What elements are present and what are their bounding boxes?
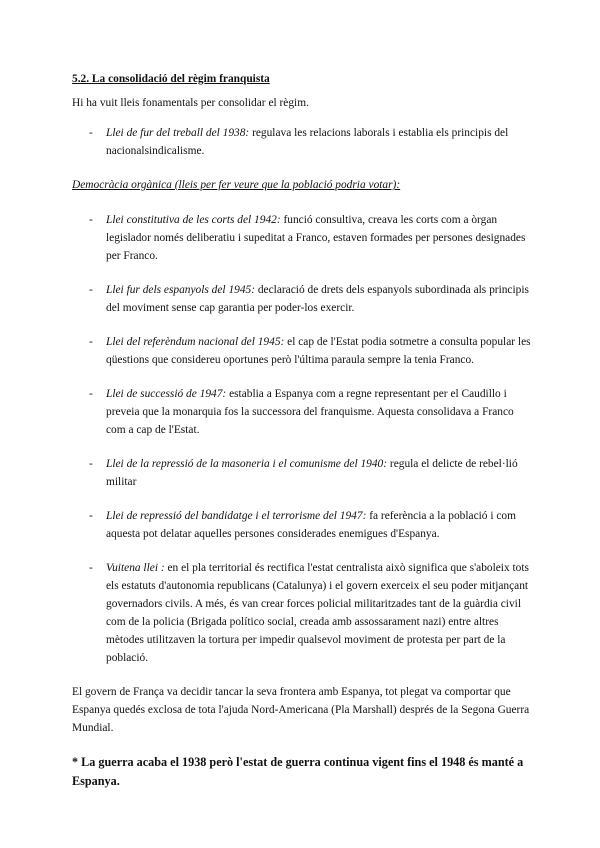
- law-description: establia a Espanya com a regne representant per el Caudillo i preveia que la monarquia fos la successora del franquisme. Aquesta consolidava a Franco com a cap de l'Estat.: [106, 388, 514, 436]
- bullet-dash: -: [89, 458, 93, 470]
- list-item: [72, 455, 532, 491]
- list-item: [72, 559, 532, 667]
- document-body: [72, 70, 532, 791]
- bullet-dash: -: [89, 336, 93, 348]
- law-description: fa referència a la població i com aquesta pot delatar aquelles persones considerades enemigues d'Espanya.: [106, 510, 516, 540]
- law-description: regulava les relacions laborals i establia els principis del nacionalsindicalisme.: [106, 127, 509, 157]
- section-title: 5.2. La consolidació del règim franquista: [72, 73, 270, 85]
- law-name: Llei de fur del treball del 1938:: [106, 127, 250, 139]
- law-description: el cap de l'Estat podia sotmetre a consulta popular les qüestions que considereu oportunes però l'última paraula sempre la tenia Franco.: [106, 336, 531, 366]
- list-item: [72, 507, 532, 543]
- law-description: funció consultiva, creava les corts com a òrgan legislador només deliberatiu i supeditat a Franco, estaven formades per persones designades per Franco.: [106, 214, 526, 262]
- law-name: Llei del referèndum nacional del 1945:: [106, 336, 285, 348]
- subheading-democracia-organica: Democràcia orgànica (lleis per fer veure que la població podria votar):: [72, 179, 401, 191]
- bullet-dash: -: [89, 388, 93, 400]
- law-name: Llei de repressió del bandidatge i el terrorisme del 1947:: [106, 510, 367, 522]
- law-name: Llei fur dels espanyols del 1945:: [106, 284, 256, 296]
- law-description: declaració de drets dels espanyols subordinada als principis del moviment sense cap garantia per poder-los exercir.: [106, 284, 529, 314]
- bullet-dash: -: [89, 284, 93, 296]
- bullet-dash: -: [89, 510, 93, 522]
- law-name: Llei de la repressió de la masoneria i el comunisme del 1940:: [106, 458, 388, 470]
- list-item: [72, 211, 532, 265]
- law-description: en el pla territorial és rectifica l'estat centralista això significa que s'aboleix tots els estatuts d'autonomia republicans (Catalunya) i el govern exerceix el seu poder mitjançant governadors civils. A més, és van crear forces policial militaritzades tant de la guàrdia civil com de la policia (Brigada político social, creada amb assossarament nazi) entre altres mètodes utilitzaven la tortura per impedir qualsevol moviment de protesta per part de la població.: [106, 562, 529, 664]
- law-name: Llei de successió de 1947:: [106, 388, 227, 400]
- bullet-dash: -: [89, 127, 93, 139]
- law-description: regula el delicte de rebel·lió militar: [106, 458, 518, 488]
- intro-paragraph: Hi ha vuit lleis fonamentals per consolidar el règim.: [72, 97, 309, 109]
- bullet-dash: -: [89, 214, 93, 226]
- list-item-fur-treball: [72, 124, 532, 160]
- bold-note: * La guerra acaba el 1938 però l'estat de guerra continua vigent fins el 1948 és manté a Espanya.: [72, 755, 524, 788]
- law-name: Vuitena llei :: [106, 562, 165, 574]
- body-paragraph: El govern de França va decidir tancar la seva frontera amb Espanya, tot plegat va comportar que Espanya quedés exclosa de tota l'ajuda Nord-Americana (Pla Marshall) després de la Segona Guerra Mundial.: [72, 686, 530, 734]
- bullet-dash: -: [89, 562, 93, 574]
- list-item: [72, 281, 532, 317]
- law-name: Llei constitutiva de les corts del 1942:: [106, 214, 281, 226]
- list-item: [72, 333, 532, 369]
- list-item: [72, 385, 532, 439]
